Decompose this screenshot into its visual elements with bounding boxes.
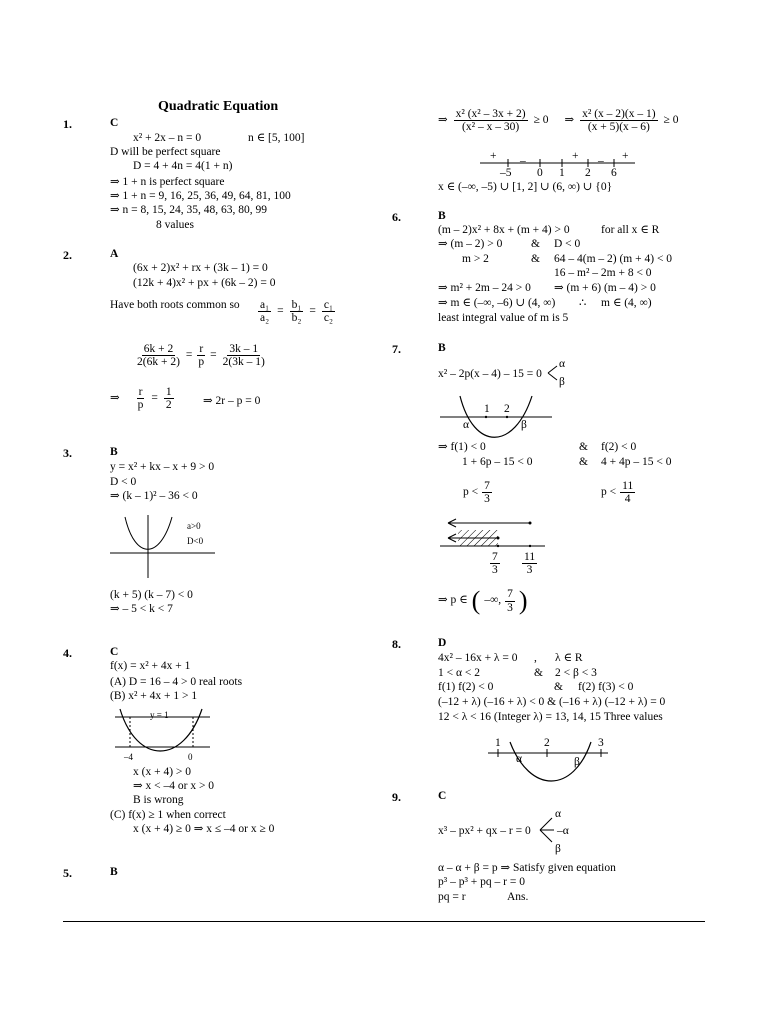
graph-label: D<0	[187, 536, 204, 546]
frac-num: a₁	[260, 299, 270, 311]
graph-label: β	[521, 419, 527, 431]
q4-line: (C) f(x) ≥ 1 when correct	[110, 809, 226, 821]
q9-answer: C	[438, 790, 447, 802]
q9-line: Ans.	[507, 891, 529, 903]
q1-line: ⇒ n = 8, 15, 24, 35, 48, 63, 80, 99	[110, 204, 267, 216]
q8-line: λ ∈ R	[555, 652, 583, 664]
q6-line: &	[531, 253, 540, 265]
inequality-sign: ≥ 0	[533, 113, 549, 126]
graph-label: y = 1	[150, 710, 169, 720]
q8-line: ,	[534, 652, 537, 664]
q6-line: ⇒ (m – 2) > 0	[438, 238, 503, 250]
q7-result	[438, 588, 528, 614]
root-alpha: α	[559, 358, 566, 370]
q6-line: least integral value of m is 5	[438, 312, 569, 324]
frac-den: 4	[624, 493, 631, 506]
frac-den: p	[137, 399, 144, 412]
q4-line: x (x + 4) ≥ 0 ⇒ x ≤ –4 or x ≥ 0	[133, 823, 275, 835]
q1-number: 1.	[63, 117, 72, 131]
graph-label: α	[463, 419, 470, 431]
q6-line: 16 – m² – 2m + 8 < 0	[554, 267, 652, 279]
q8-line: 1 < α < 2	[438, 667, 480, 679]
frac-den: b₂	[291, 312, 302, 325]
frac-den: 2(3k – 1)	[222, 356, 265, 369]
root-label: β	[555, 843, 561, 855]
frac-num: 7	[492, 551, 498, 563]
q8-line: 4x² – 16x + λ = 0	[438, 652, 518, 664]
graph-label: 2	[544, 737, 550, 749]
tick-label: 2	[585, 167, 591, 179]
q4-line: (B) x² + 4x + 1 > 1	[110, 690, 198, 702]
q1-line: D will be perfect square	[110, 146, 221, 158]
graph-label: 1	[495, 737, 501, 749]
graph-label: 3	[598, 737, 604, 749]
q2-answer: A	[110, 248, 119, 260]
q6-line: 64 – 4(m – 2) (m + 4) < 0	[554, 253, 673, 265]
q1-answer: C	[110, 117, 119, 129]
p-less: p <	[463, 485, 479, 498]
implies: ⇒	[564, 113, 575, 126]
graph-label: β	[574, 756, 580, 768]
graph-label: α	[516, 753, 523, 765]
q7-line: 1 + 6p – 15 < 0	[462, 456, 533, 468]
frac-num: 7	[507, 588, 513, 601]
q6-line: (m – 2)x² + 8x + (m + 4) > 0	[438, 224, 570, 236]
q8-line: 2 < β < 3	[555, 667, 597, 679]
q2-number: 2.	[63, 248, 72, 262]
frac-num: 11	[524, 551, 536, 563]
q1-line: 8 values	[156, 219, 195, 231]
sign-label: +	[622, 150, 629, 162]
frac-den: 3	[492, 564, 498, 577]
parabola-between-graph	[488, 742, 613, 777]
q7-line: 4 + 4p – 15 < 0	[601, 456, 672, 468]
q2-result: ⇒ 2r – p = 0	[203, 395, 261, 407]
result-prefix: ⇒ p ∈	[438, 594, 468, 607]
q1-line: n ∈ [5, 100]	[248, 132, 305, 144]
q5-answer: B	[110, 866, 118, 878]
footer-rule	[63, 921, 705, 922]
q9-number: 9.	[392, 790, 401, 804]
q3-line: ⇒ (k – 1)² – 36 < 0	[110, 490, 198, 502]
p-bound	[601, 480, 635, 505]
sign-label: –	[598, 155, 604, 167]
graph-label: –4	[124, 752, 133, 762]
q4-line: ⇒ x < –4 or x > 0	[133, 780, 215, 792]
ratio-result: ⇒ $\frac{r}{p}$ = $\frac{1}{2}$	[110, 386, 172, 412]
frac-den: (x + 5)(x – 6)	[587, 121, 650, 134]
q2-line: (12k + 4)x² + px + (6k – 2) = 0	[133, 277, 276, 289]
q6-line: ⇒ (m + 6) (m – 4) > 0	[554, 282, 656, 294]
frac-num: 6k + 2	[143, 343, 174, 355]
q9-line: α – α + β = p ⇒ Satisfy given equation	[438, 862, 616, 874]
frac-num: b₁	[291, 299, 302, 311]
q6-line: for all x ∈ R	[601, 224, 660, 236]
q6-line: m ∈ (4, ∞)	[601, 297, 652, 309]
graph-label: 0	[188, 752, 193, 762]
q1-line: ⇒ 1 + n = 9, 16, 25, 36, 49, 64, 81, 100	[110, 190, 291, 202]
q6-line: m > 2	[462, 253, 489, 265]
q3-number: 3.	[63, 446, 72, 460]
q1-line: ⇒ 1 + n is perfect square	[110, 176, 225, 188]
tick-label: –5	[500, 167, 512, 179]
q8-answer: D	[438, 637, 447, 649]
q6-number: 6.	[392, 210, 401, 224]
q8-line: f(2) f(3) < 0	[578, 681, 634, 693]
frac-num: 11	[622, 480, 634, 492]
sign-label: +	[572, 150, 579, 162]
q7-line: ⇒ f(1) < 0	[438, 441, 486, 453]
q1-line: x² + 2x – n = 0	[133, 132, 202, 144]
root-beta: β	[559, 376, 565, 388]
frac-den: 3	[484, 493, 490, 506]
q6-line: ⇒ m² + 2m – 24 > 0	[438, 282, 531, 294]
q4-line: (A) D = 16 – 4 > 0 real roots	[110, 676, 243, 688]
q3-line: D < 0	[110, 476, 137, 488]
q7-number: 7.	[392, 342, 401, 356]
q3-line: (k + 5) (k – 7) < 0	[110, 589, 193, 601]
frac-den: p	[198, 356, 205, 369]
root-label: α	[555, 808, 562, 820]
graph-label: 2	[504, 403, 510, 415]
left-paren: (	[471, 586, 481, 615]
q4-answer: C	[110, 646, 119, 658]
top-result: x ∈ (–∞, –5) ∪ [1, 2] ∪ (6, ∞) ∪ {0}	[438, 181, 613, 193]
parabola-above-axis-graph	[110, 512, 220, 582]
right-paren: )	[518, 586, 528, 615]
sign-label: –	[520, 155, 526, 167]
q7-line: &	[579, 441, 588, 453]
q3-line: ⇒ – 5 < k < 7	[110, 603, 173, 615]
tick-fraction	[490, 551, 500, 576]
frac-den: 3	[526, 564, 533, 577]
q8-number: 8.	[392, 637, 401, 651]
frac-den: (x² – x – 30)	[462, 121, 520, 134]
root-label: –α	[557, 825, 569, 837]
implies: ⇒	[110, 391, 120, 404]
frac-num: x² (x – 2)(x – 1)	[582, 108, 656, 120]
sign-label: +	[490, 150, 497, 162]
frac-num: 3k – 1	[229, 343, 259, 355]
q4-line: x (x + 4) > 0	[133, 766, 192, 778]
inequality-line	[438, 108, 678, 133]
q7-line: f(2) < 0	[601, 441, 637, 453]
q6-line: &	[531, 238, 540, 250]
frac-den: 3	[507, 601, 513, 614]
tick-label: 1	[559, 167, 565, 179]
frac-num: 7	[484, 480, 490, 492]
tick-label: 0	[537, 167, 543, 179]
ratio-condition: $\frac{\text{a₁}}{\text{a₂}}$ = $\frac{\text{b₁}}{\text{b₂}}$ = $\frac{\text{c₁}}{\text{c₂}}$	[260, 299, 334, 325]
frac-num: x² (x² – 3x + 2)	[455, 108, 526, 120]
graph-label: a>0	[187, 521, 201, 531]
p-less: p <	[601, 485, 617, 498]
page-title: Quadratic Equation	[158, 99, 279, 114]
q6-line: ⇒ m ∈ (–∞, –6) ∪ (4, ∞)	[438, 297, 556, 309]
frac-den: a₂	[260, 312, 270, 325]
graph-label: 1	[484, 403, 490, 415]
q6-answer: B	[438, 210, 446, 222]
frac-num: r	[199, 343, 204, 355]
implies: ⇒	[438, 113, 448, 126]
q3-line: y = x² + kx – x + 9 > 0	[110, 461, 215, 473]
frac-num: r	[138, 386, 143, 398]
tick-label: 6	[611, 167, 617, 179]
q1-line: D = 4 + 4n = 4(1 + n)	[133, 160, 233, 172]
q7-line: &	[579, 456, 588, 468]
q7-equation: x² – 2p(x – 4) – 15 = 0	[438, 368, 542, 380]
frac-num: 1	[165, 386, 172, 398]
frac-den: 2	[165, 399, 172, 412]
frac-den: c₂	[323, 312, 334, 325]
q9-equation: x³ – px² + qx – r = 0	[438, 825, 531, 837]
frac-den: 2(6k + 2)	[137, 356, 180, 369]
inequality-sign: ≥ 0	[663, 113, 679, 126]
interval-diagram	[440, 516, 550, 556]
interval-start: –∞,	[484, 594, 502, 607]
q8-line: &	[554, 681, 563, 693]
q4-number: 4.	[63, 646, 72, 660]
parabola-roots-graph	[440, 396, 555, 438]
q8-line: (–12 + λ) (–16 + λ) < 0 & (–16 + λ) (–12 + λ) = 0	[438, 696, 666, 708]
q2-line: (6x + 2)x² + rx + (3k – 1) = 0	[133, 262, 268, 274]
q6-line: ∴	[579, 297, 587, 309]
frac-num: c₁	[323, 299, 334, 311]
q8-line: 12 < λ < 16 (Integer λ) = 13, 14, 15 Three values	[438, 711, 663, 723]
p-bound	[463, 480, 492, 505]
q5-number: 5.	[63, 866, 72, 880]
ratio-equation: $\frac{6k + 2}{2(6k + 2)}$ = $\frac{r}{p}$ = $\frac{3k - 1}{2(3k - 1)}$	[137, 343, 265, 369]
q8-line: &	[534, 667, 543, 679]
q7-answer: B	[438, 342, 446, 354]
q2-line: Have both roots common so	[110, 299, 240, 311]
q3-answer: B	[110, 446, 118, 458]
tick-fraction	[522, 551, 537, 576]
q8-line: f(1) f(2) < 0	[438, 681, 494, 693]
q4-line: B is wrong	[133, 794, 184, 806]
q9-line: pq = r	[438, 891, 466, 903]
q9-line: p³ – p³ + pq – r = 0	[438, 876, 525, 888]
q4-line: f(x) = x² + 4x + 1	[110, 660, 191, 672]
q6-line: D < 0	[554, 238, 581, 250]
